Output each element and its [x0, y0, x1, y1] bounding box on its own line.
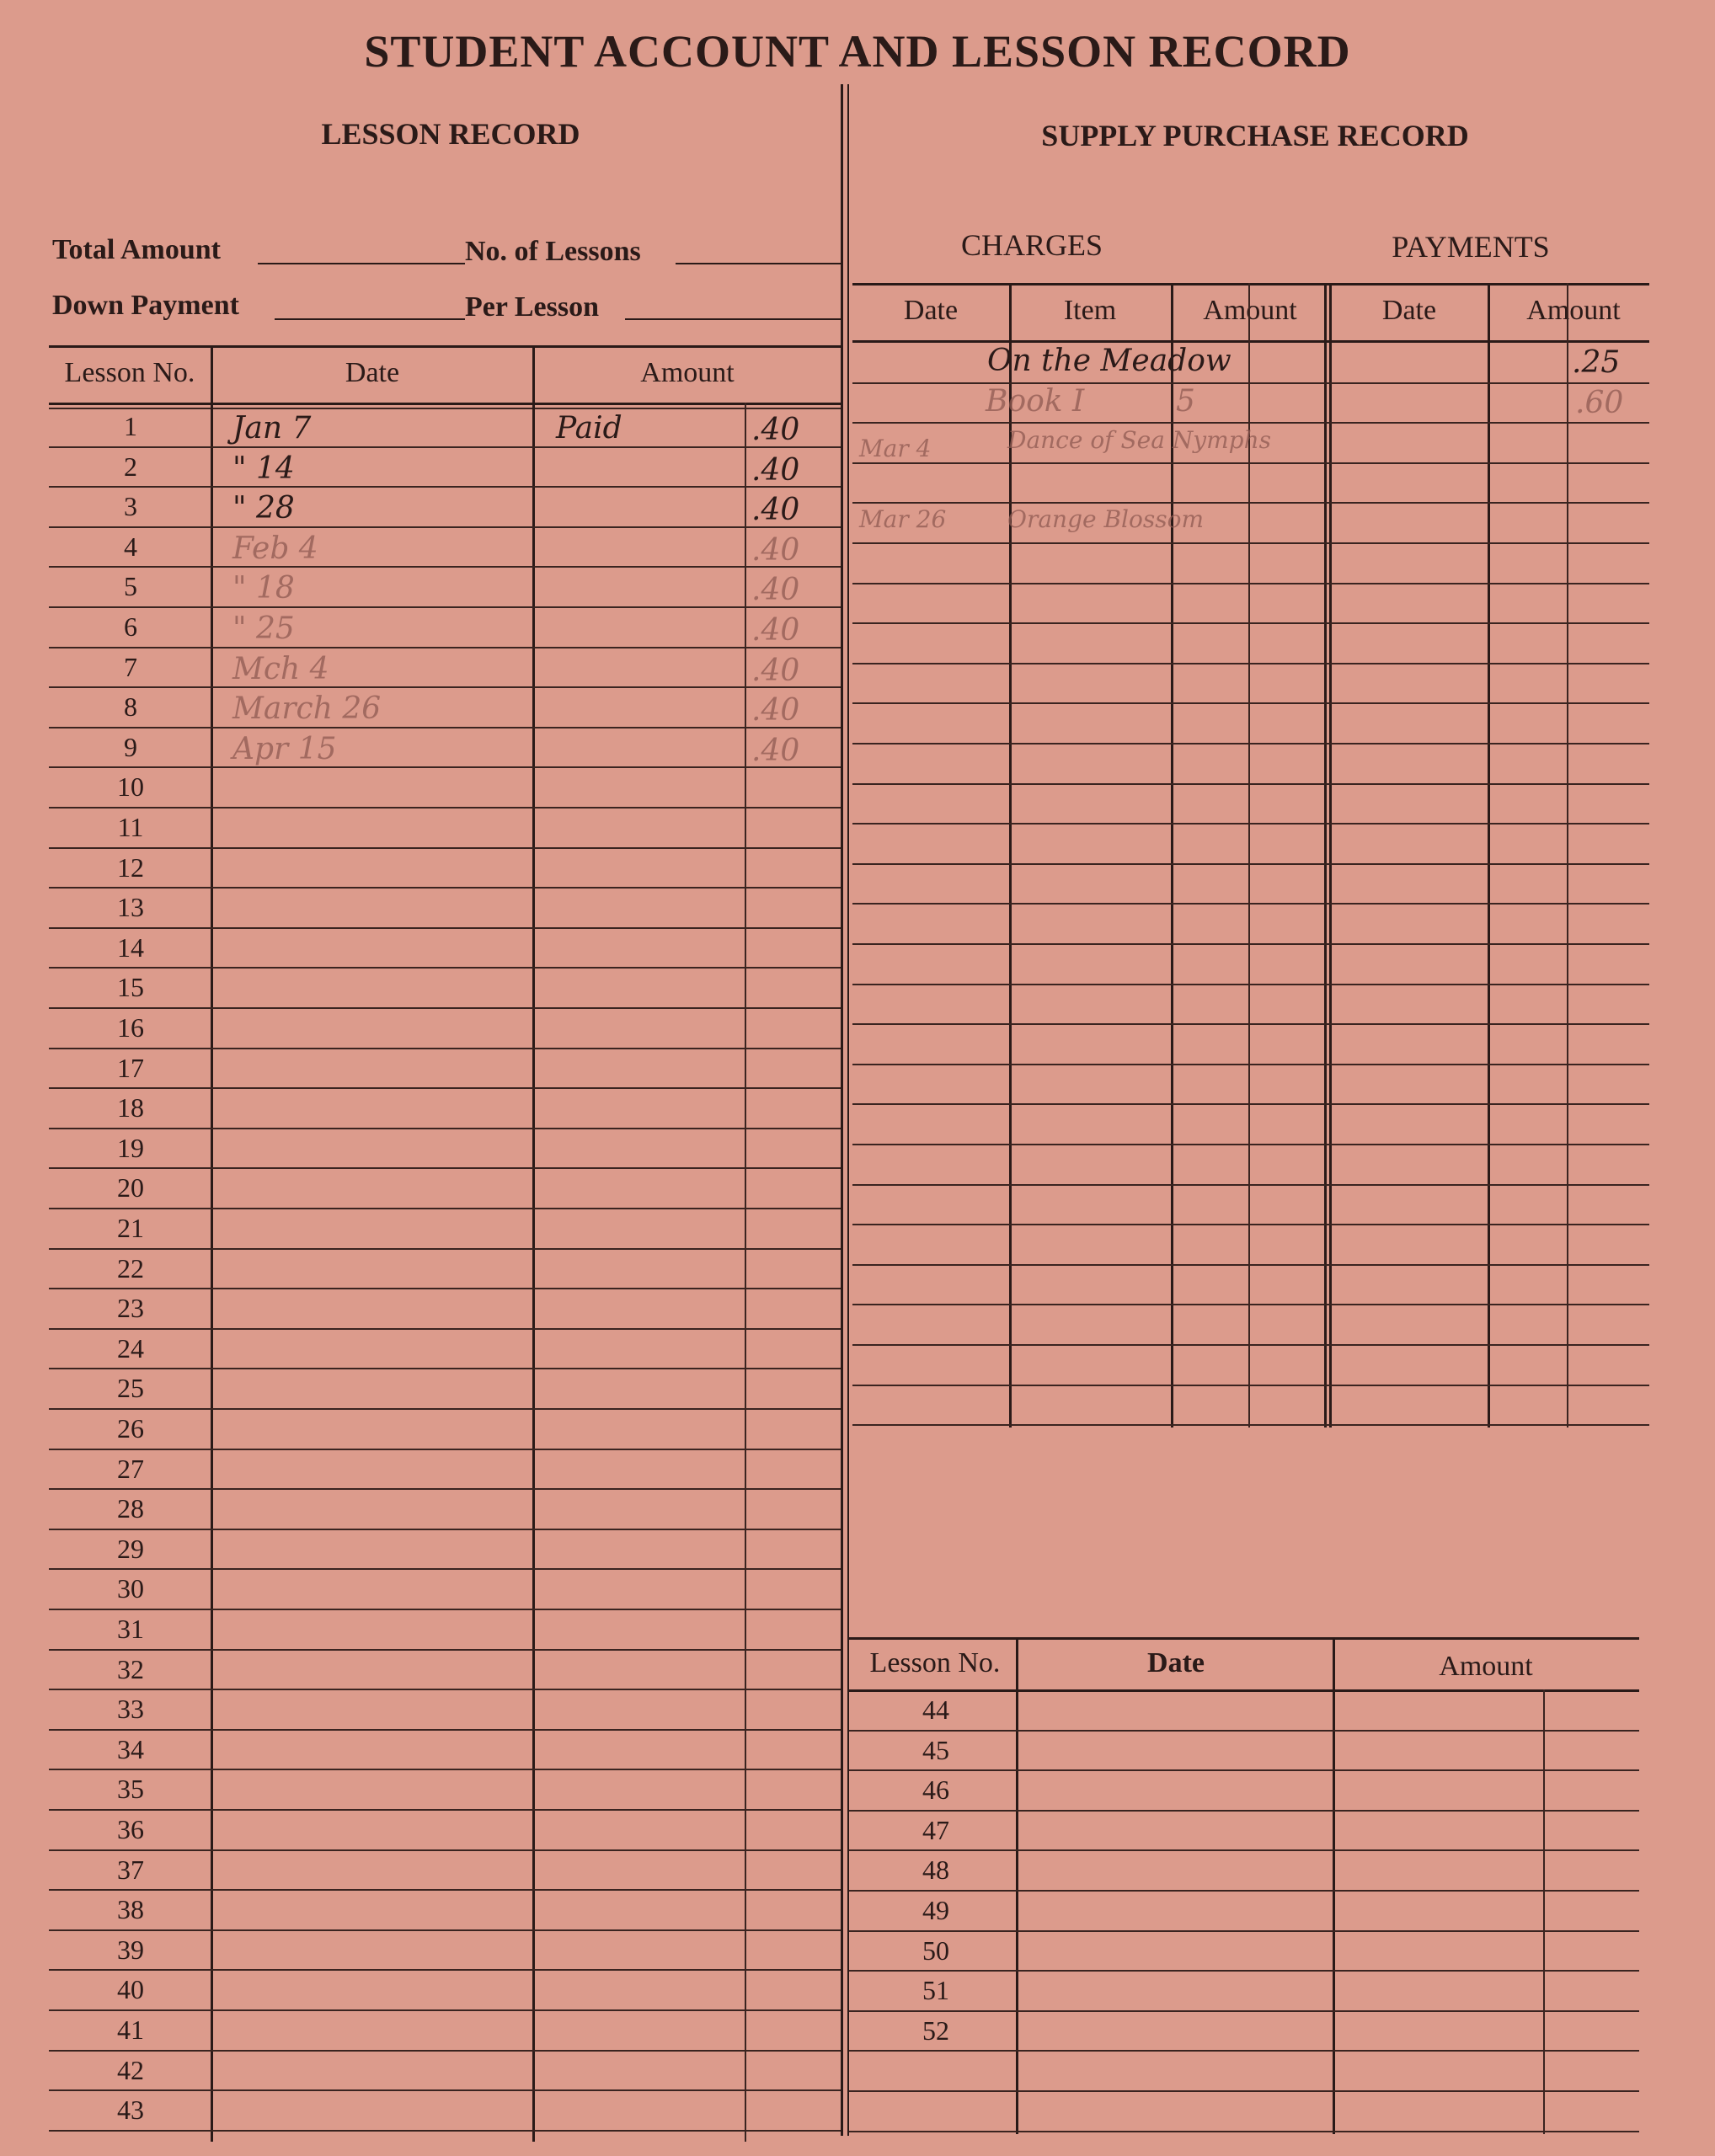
- lesson-number: 23: [117, 1293, 144, 1324]
- row-rule: [49, 1167, 841, 1169]
- row-rule: [49, 1729, 841, 1731]
- lesson-number: 47: [922, 1814, 949, 1845]
- supply-row-rule: [852, 1424, 1649, 1426]
- supply-row-rule: [852, 1344, 1649, 1346]
- row-rule: [49, 1649, 841, 1651]
- supply-item[interactable]: On the Meadow: [987, 344, 1231, 378]
- lesson-number: 9: [124, 731, 137, 762]
- handwritten-date[interactable]: " 28: [232, 491, 295, 526]
- supply-top-rule: [852, 283, 1649, 286]
- handwritten-date[interactable]: Apr 15: [232, 731, 337, 766]
- lesson-number: 25: [117, 1373, 144, 1404]
- cont-row-rule: [849, 2131, 1639, 2132]
- supply-row-rule: [852, 903, 1649, 905]
- lesson-number: 41: [117, 2015, 144, 2045]
- row-rule: [49, 1609, 841, 1610]
- row-rule: [49, 1449, 841, 1450]
- handwritten-paid[interactable]: Paid: [556, 411, 622, 446]
- handwritten-date[interactable]: March 26: [232, 691, 382, 727]
- lesson-number: 33: [117, 1694, 144, 1725]
- supply-row-rule: [852, 1224, 1649, 1225]
- lesson-number: 8: [124, 691, 137, 723]
- col-divider-lesson: [211, 345, 213, 2142]
- no-of-lessons-label: No. of Lessons: [465, 236, 641, 267]
- lesson-number: 20: [117, 1172, 144, 1203]
- cont-row-rule: [849, 1930, 1639, 1932]
- supply-row-rule: [852, 702, 1649, 704]
- row-rule: [49, 1248, 841, 1250]
- row-rule: [49, 727, 841, 728]
- handwritten-amount[interactable]: .40: [751, 653, 800, 688]
- row-rule: [49, 1048, 841, 1049]
- supply-row-rule: [852, 583, 1649, 584]
- center-divider-inner: [847, 84, 849, 2136]
- row-rule: [49, 766, 841, 768]
- col-divider-payment-amount: [1488, 283, 1490, 1428]
- lesson-number: 5: [124, 571, 137, 602]
- row-rule: [49, 446, 841, 448]
- lesson-number: 4: [124, 531, 137, 562]
- cont-date-header: Date: [1147, 1647, 1205, 1678]
- row-rule: [49, 486, 841, 488]
- lesson-number: 38: [117, 1894, 144, 1925]
- lesson-number: 46: [922, 1774, 949, 1806]
- row-rule: [49, 647, 841, 648]
- row-rule: [49, 1408, 841, 1410]
- handwritten-amount[interactable]: .40: [751, 693, 800, 728]
- col-divider-item: [1009, 283, 1012, 1428]
- handwritten-date[interactable]: Jan 7: [232, 411, 312, 446]
- supply-row-rule: [852, 502, 1649, 504]
- supply-payment-amount[interactable]: .25: [1572, 345, 1621, 380]
- handwritten-amount[interactable]: .40: [751, 613, 800, 648]
- lesson-number: 1: [124, 411, 137, 441]
- lesson-number: 16: [117, 1012, 144, 1043]
- lesson-number: 21: [117, 1213, 144, 1243]
- supply-row-rule: [852, 823, 1649, 825]
- cont-header-rule: [849, 1689, 1639, 1692]
- down-payment-label: Down Payment: [52, 290, 239, 321]
- supply-row-rule: [852, 462, 1649, 464]
- header-bottom-rule: [49, 403, 841, 405]
- row-rule: [49, 526, 841, 528]
- col-divider-payment-cents: [1567, 283, 1568, 1428]
- charges-heading: CHARGES: [960, 228, 1103, 262]
- lesson-number: 32: [117, 1653, 144, 1684]
- supply-row-rule: [852, 542, 1649, 544]
- handwritten-amount[interactable]: .40: [751, 532, 800, 568]
- row-rule: [49, 967, 841, 969]
- supply-header-rule: [852, 340, 1649, 343]
- lesson-number: 51: [922, 1975, 949, 2006]
- handwritten-date[interactable]: " 25: [232, 611, 295, 646]
- lesson-number: 3: [124, 491, 137, 522]
- total-amount-field[interactable]: [258, 263, 465, 264]
- lesson-number: 13: [117, 892, 144, 923]
- supply-item[interactable]: Dance of Sea Nymphs: [1007, 426, 1271, 454]
- handwritten-amount[interactable]: .40: [751, 573, 800, 608]
- lesson-number: 15: [117, 972, 144, 1003]
- supply-item[interactable]: Orange Blossom: [1007, 505, 1204, 533]
- col-divider-charge-cents: [1248, 283, 1250, 1428]
- cont-row-rule: [849, 2050, 1639, 2052]
- row-rule: [49, 2009, 841, 2011]
- row-rule: [49, 1208, 841, 1209]
- lesson-number: 12: [117, 851, 144, 883]
- supply-row-rule: [852, 1385, 1649, 1386]
- cont-row-rule: [849, 1849, 1639, 1851]
- lesson-number: 52: [922, 2015, 949, 2046]
- supply-row-rule: [852, 1264, 1649, 1266]
- row-rule: [49, 1809, 841, 1811]
- header-bottom-rule-2: [49, 408, 841, 409]
- row-rule: [49, 887, 841, 889]
- supply-row-rule: [852, 984, 1649, 985]
- cont-row-rule: [849, 1769, 1639, 1771]
- row-rule: [49, 1328, 841, 1330]
- row-rule: [49, 1007, 841, 1009]
- total-amount-label: Total Amount: [52, 234, 221, 265]
- lesson-number: 30: [117, 1573, 144, 1604]
- supply-row-rule: [852, 1023, 1649, 1025]
- lesson-no-header: Lesson No.: [64, 357, 195, 388]
- supply-row-rule: [852, 1103, 1649, 1105]
- lesson-number: 40: [117, 1974, 144, 2005]
- lesson-number: 31: [117, 1614, 144, 1644]
- row-rule: [49, 606, 841, 608]
- row-rule: [49, 1889, 841, 1891]
- amount-header: Amount: [640, 357, 735, 388]
- supply-row-rule: [852, 1144, 1649, 1145]
- lesson-number: 27: [117, 1453, 144, 1484]
- supply-row-rule: [852, 783, 1649, 785]
- col-divider-amount-cents: [745, 403, 746, 2142]
- cont-col-divider-amount: [1333, 1637, 1335, 2134]
- row-rule: [49, 1769, 841, 1770]
- cont-top-rule: [849, 1637, 1639, 1640]
- handwritten-amount[interactable]: .40: [751, 413, 800, 447]
- row-rule: [49, 1488, 841, 1490]
- cont-row-rule: [849, 2090, 1639, 2092]
- date-header: Date: [345, 357, 400, 388]
- lesson-number: 48: [922, 1854, 949, 1886]
- cont-row-rule: [849, 1970, 1639, 1972]
- supply-row-rule: [852, 863, 1649, 865]
- lesson-number: 24: [117, 1332, 144, 1364]
- lesson-number: 18: [117, 1092, 144, 1123]
- lesson-number: 44: [922, 1694, 949, 1725]
- lesson-number: 7: [124, 651, 137, 682]
- col-divider-charges-payments-2: [1329, 283, 1332, 1428]
- handwritten-amount[interactable]: .40: [751, 493, 800, 528]
- down-payment-field[interactable]: [275, 318, 465, 320]
- row-rule: [49, 1288, 841, 1289]
- row-rule: [49, 847, 841, 849]
- row-rule: [49, 686, 841, 688]
- per-lesson-label: Per Lesson: [465, 291, 599, 323]
- handwritten-date[interactable]: Mch 4: [232, 651, 329, 686]
- lesson-number: 2: [124, 451, 137, 482]
- lesson-number: 37: [117, 1854, 144, 1885]
- supply-charge-amount[interactable]: 5: [1176, 384, 1195, 419]
- row-rule: [49, 1087, 841, 1089]
- col-divider-date: [532, 345, 535, 2142]
- cont-row-rule: [849, 1890, 1639, 1892]
- supply-row-rule: [852, 1064, 1649, 1065]
- supply-item[interactable]: Book I: [986, 384, 1085, 419]
- supply-charge-date[interactable]: Mar 26: [859, 505, 947, 533]
- lesson-number: 39: [117, 1934, 144, 1965]
- cont-row-rule: [849, 1730, 1639, 1732]
- row-rule: [49, 2089, 841, 2091]
- supply-payment-amount[interactable]: .60: [1575, 386, 1624, 420]
- lesson-number: 36: [117, 1814, 144, 1844]
- row-rule: [49, 807, 841, 808]
- lesson-number: 6: [124, 611, 137, 642]
- row-rule: [49, 2130, 841, 2132]
- supply-row-rule: [852, 943, 1649, 945]
- row-rule: [49, 1529, 841, 1530]
- supply-row-rule: [852, 663, 1649, 664]
- per-lesson-field[interactable]: [625, 318, 841, 320]
- payment-amount-header: Amount: [1526, 295, 1621, 326]
- charge-amount-header: Amount: [1203, 295, 1297, 326]
- supply-row-rule: [852, 743, 1649, 744]
- handwritten-amount[interactable]: .40: [751, 452, 800, 488]
- header-top-rule: [49, 345, 841, 348]
- lesson-number: 35: [117, 1774, 144, 1805]
- lesson-number: 28: [117, 1493, 144, 1524]
- col-divider-charges-payments: [1324, 283, 1327, 1428]
- supply-row-rule: [852, 382, 1649, 384]
- supply-row-rule: [852, 1304, 1649, 1305]
- cont-amount-header: Amount: [1439, 1651, 1533, 1682]
- cont-col-divider-date: [1016, 1637, 1018, 2134]
- row-rule: [49, 1969, 841, 1971]
- lesson-record-heading: LESSON RECORD: [321, 117, 580, 151]
- lesson-number: 29: [117, 1533, 144, 1564]
- handwritten-date[interactable]: Feb 4: [232, 531, 318, 566]
- lesson-number: 19: [117, 1132, 144, 1163]
- cont-col-divider-cents: [1543, 1689, 1545, 2134]
- supply-row-rule: [852, 422, 1649, 424]
- row-rule: [49, 1128, 841, 1129]
- no-of-lessons-field[interactable]: [676, 263, 841, 264]
- supply-row-rule: [852, 622, 1649, 624]
- lesson-number: 10: [117, 771, 144, 803]
- lesson-number: 22: [117, 1252, 144, 1283]
- lesson-number: 17: [117, 1052, 144, 1083]
- row-rule: [49, 1849, 841, 1851]
- handwritten-date[interactable]: " 18: [232, 571, 295, 606]
- charge-date-header: Date: [903, 295, 959, 326]
- lesson-number: 43: [117, 2095, 144, 2126]
- row-rule: [49, 2050, 841, 2052]
- lesson-number: 45: [922, 1734, 949, 1765]
- supply-charge-date[interactable]: Mar 4: [859, 435, 932, 462]
- lesson-number: 14: [117, 931, 144, 963]
- lesson-number: 34: [117, 1733, 144, 1764]
- handwritten-amount[interactable]: .40: [751, 733, 800, 768]
- row-rule: [49, 1368, 841, 1369]
- item-header: Item: [1063, 295, 1117, 326]
- row-rule: [49, 1929, 841, 1931]
- lesson-number: 11: [117, 812, 144, 842]
- lesson-number: 50: [922, 1935, 949, 1966]
- document-title: STUDENT ACCOUNT AND LESSON RECORD: [364, 26, 1351, 77]
- payment-date-header: Date: [1381, 295, 1437, 326]
- cont-row-rule: [849, 1810, 1639, 1812]
- col-divider-charge-amount: [1171, 283, 1173, 1428]
- row-rule: [49, 566, 841, 568]
- payments-heading: PAYMENTS: [1392, 230, 1550, 264]
- center-divider: [841, 84, 843, 2136]
- supply-record-heading: SUPPLY PURCHASE RECORD: [1041, 119, 1469, 152]
- cont-lesson-no-header: Lesson No.: [869, 1647, 1001, 1678]
- cont-row-rule: [849, 2010, 1639, 2012]
- handwritten-date[interactable]: " 14: [232, 451, 295, 486]
- row-rule: [49, 1568, 841, 1570]
- row-rule: [49, 927, 841, 929]
- lesson-number: 49: [922, 1895, 949, 1925]
- supply-row-rule: [852, 1184, 1649, 1186]
- lesson-number: 26: [117, 1413, 144, 1444]
- row-rule: [49, 1689, 841, 1690]
- lesson-number: 42: [117, 2054, 144, 2085]
